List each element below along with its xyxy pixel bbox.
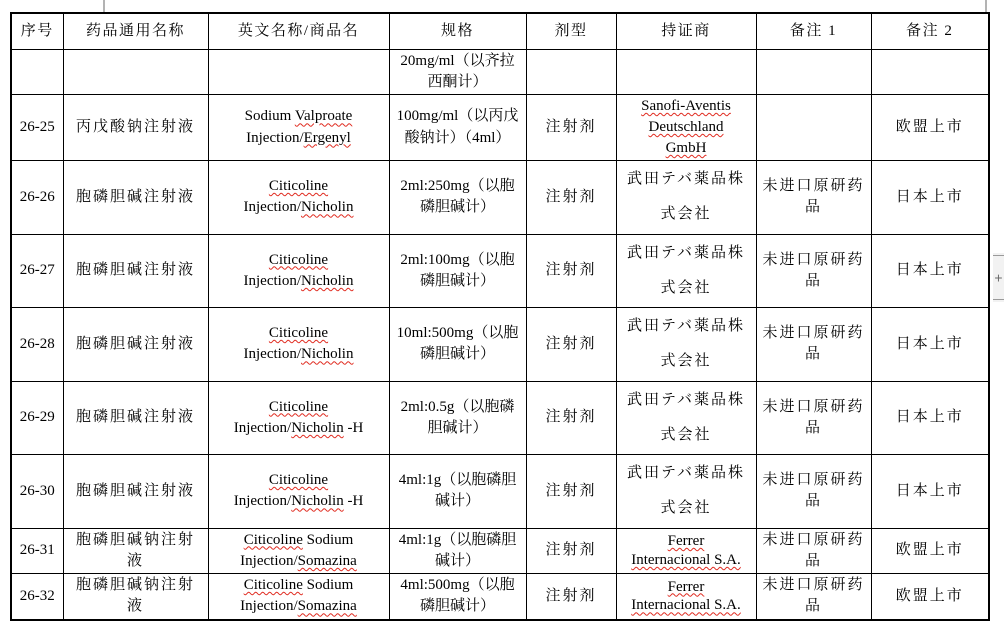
cell-note1: 未进口原研药 品 bbox=[756, 528, 871, 574]
cell-en: Citicoline Injection/Nicholin -H bbox=[208, 455, 389, 529]
cell-note2: 欧盟上市 bbox=[871, 95, 989, 161]
cell-form: 注射剂 bbox=[526, 161, 616, 235]
table-row bbox=[11, 234, 989, 308]
cell-spec: 100mg/ml（以丙戊 酸钠计）（4ml） bbox=[389, 95, 526, 161]
cell-note2: 日本上市 bbox=[871, 381, 989, 455]
cell-en: Citicoline Injection/Nicholin bbox=[208, 308, 389, 382]
cell-form: 注射剂 bbox=[526, 95, 616, 161]
cell-note2: 日本上市 bbox=[871, 308, 989, 382]
misspelled-word: Nicholin bbox=[300, 199, 354, 216]
cell-holder: 武田テバ薬品株 式会社 bbox=[616, 161, 756, 235]
cell-holder: 武田テバ薬品株 式会社 bbox=[616, 381, 756, 455]
table-head bbox=[11, 13, 989, 49]
misspelled-word: Internacional S.A. bbox=[631, 551, 741, 568]
cell-note2: 日本上市 bbox=[871, 455, 989, 529]
cell-note1 bbox=[756, 49, 871, 95]
cell-no: 26-27 bbox=[11, 234, 63, 308]
table-body bbox=[11, 49, 989, 620]
cell-holder bbox=[616, 528, 756, 574]
cell-spec: 2ml:250mg（以胞 磷胆碱计） bbox=[389, 161, 526, 235]
cell-no: 26-30 bbox=[11, 455, 63, 529]
cell-form: 注射剂 bbox=[526, 455, 616, 529]
column-header-en: 英文名称/商品名 bbox=[208, 13, 389, 49]
misspelled-word: Ergenyl bbox=[303, 129, 351, 146]
ruler-tick-left bbox=[103, 0, 105, 12]
misspelled-word: Citicoline bbox=[268, 178, 329, 195]
cell-no: 26-26 bbox=[11, 161, 63, 235]
misspelled-word: GmbH bbox=[665, 140, 707, 157]
cell-holder bbox=[616, 95, 756, 161]
misspelled-word: Ferrer bbox=[667, 578, 705, 595]
cell-note1: 未进口原研药 品 bbox=[756, 161, 871, 235]
table-row bbox=[11, 528, 989, 574]
header-row bbox=[11, 13, 989, 49]
table-row bbox=[11, 95, 989, 161]
plus-icon[interactable]: + bbox=[994, 268, 1003, 285]
cell-spec: 10ml:500mg（以胞 磷胆碱计） bbox=[389, 308, 526, 382]
cell-note1: 未进口原研药 品 bbox=[756, 308, 871, 382]
column-header-form: 剂型 bbox=[526, 13, 616, 49]
column-header-note1: 备注 1 bbox=[756, 13, 871, 49]
table-row bbox=[11, 455, 989, 529]
misspelled-word: Citicoline bbox=[268, 398, 329, 415]
misspelled-word: Nicholin bbox=[300, 272, 354, 289]
cell-form: 注射剂 bbox=[526, 528, 616, 574]
misspelled-word: Nicholin bbox=[291, 419, 344, 436]
cell-spec: 2ml:100mg（以胞 磷胆碱计） bbox=[389, 234, 526, 308]
table-row bbox=[11, 574, 989, 620]
cell-no bbox=[11, 49, 63, 95]
column-header-name: 药品通用名称 bbox=[63, 13, 208, 49]
cell-name: 胞磷胆碱钠注射 液 bbox=[63, 574, 208, 620]
cell-name: 胞磷胆碱注射液 bbox=[63, 381, 208, 455]
cell-name: 胞磷胆碱钠注射 液 bbox=[63, 528, 208, 574]
cell-note1: 未进口原研药 品 bbox=[756, 574, 871, 620]
cell-en: Citicoline Sodium Injection/Somazina bbox=[208, 574, 389, 620]
cell-holder bbox=[616, 49, 756, 95]
column-header-note2: 备注 2 bbox=[871, 13, 989, 49]
misspelled-word: Somazina bbox=[297, 598, 357, 615]
cell-name: 胞磷胆碱注射液 bbox=[63, 308, 208, 382]
cell-en bbox=[208, 49, 389, 95]
cell-en: Citicoline Injection/Nicholin bbox=[208, 161, 389, 235]
misspelled-word: Ferrer bbox=[667, 533, 705, 550]
cell-form bbox=[526, 49, 616, 95]
misspelled-word: Citicoline bbox=[268, 325, 329, 342]
cell-no: 26-31 bbox=[11, 528, 63, 574]
reference-drug-table bbox=[10, 12, 990, 621]
cell-name: 胞磷胆碱注射液 bbox=[63, 161, 208, 235]
cell-holder bbox=[616, 574, 756, 620]
cell-spec: 4ml:1g（以胞磷胆 碱计） bbox=[389, 528, 526, 574]
misspelled-word: Somazina bbox=[297, 552, 357, 569]
cell-spec: 20mg/ml（以齐拉 西酮计） bbox=[389, 49, 526, 95]
misspelled-word: Internacional S.A. bbox=[631, 597, 741, 614]
cell-holder: 武田テバ薬品株 式会社 bbox=[616, 308, 756, 382]
cell-no: 26-28 bbox=[11, 308, 63, 382]
cell-form: 注射剂 bbox=[526, 381, 616, 455]
column-header-holder: 持证商 bbox=[616, 13, 756, 49]
cell-en: Citicoline Injection/Nicholin bbox=[208, 234, 389, 308]
cell-name bbox=[63, 49, 208, 95]
misspelled-word: Citicoline bbox=[243, 577, 303, 594]
misspelled-word: Valproate bbox=[294, 108, 353, 125]
cell-form: 注射剂 bbox=[526, 234, 616, 308]
cell-name: 胞磷胆碱注射液 bbox=[63, 455, 208, 529]
cell-note1: 未进口原研药 品 bbox=[756, 455, 871, 529]
cell-no: 26-29 bbox=[11, 381, 63, 455]
cell-holder: 武田テバ薬品株 式会社 bbox=[616, 455, 756, 529]
cell-holder: 武田テバ薬品株 式会社 bbox=[616, 234, 756, 308]
widget-divider-bottom bbox=[993, 299, 1004, 300]
cell-spec: 4ml:1g（以胞磷胆 碱计） bbox=[389, 455, 526, 529]
column-header-spec: 规格 bbox=[389, 13, 526, 49]
table-row bbox=[11, 161, 989, 235]
cell-note2: 日本上市 bbox=[871, 161, 989, 235]
cell-note2 bbox=[871, 49, 989, 95]
table-row bbox=[11, 381, 989, 455]
misspelled-word: Citicoline bbox=[268, 251, 329, 268]
cell-en: Citicoline Injection/Nicholin -H bbox=[208, 381, 389, 455]
cell-spec: 2ml:0.5g（以胞磷 胆碱计） bbox=[389, 381, 526, 455]
table-row bbox=[11, 308, 989, 382]
misspelled-word: Citicoline bbox=[243, 531, 303, 548]
cell-form: 注射剂 bbox=[526, 574, 616, 620]
cell-name: 胞磷胆碱注射液 bbox=[63, 234, 208, 308]
cell-note1: 未进口原研药 品 bbox=[756, 381, 871, 455]
column-header-no: 序号 bbox=[11, 13, 63, 49]
cell-form: 注射剂 bbox=[526, 308, 616, 382]
cell-note2: 日本上市 bbox=[871, 234, 989, 308]
cell-spec: 4ml:500mg（以胞 磷胆碱计） bbox=[389, 574, 526, 620]
ruler-tick-right bbox=[985, 0, 987, 12]
cell-note1: 未进口原研药 品 bbox=[756, 234, 871, 308]
cell-no: 26-25 bbox=[11, 95, 63, 161]
cell-no: 26-32 bbox=[11, 574, 63, 620]
widget-divider-top bbox=[993, 255, 1004, 256]
cell-note2: 欧盟上市 bbox=[871, 528, 989, 574]
scrollbar-zoom-widget[interactable] bbox=[993, 253, 1004, 302]
cell-name: 丙戊酸钠注射液 bbox=[63, 95, 208, 161]
cell-en: Citicoline Sodium Injection/Somazina bbox=[208, 528, 389, 574]
cell-note2: 欧盟上市 bbox=[871, 574, 989, 620]
cell-note1 bbox=[756, 95, 871, 161]
cell-en: Sodium Valproate Injection/Ergenyl bbox=[208, 95, 389, 161]
misspelled-word: Sanofi-Aventis bbox=[641, 98, 731, 115]
table-row bbox=[11, 49, 989, 95]
misspelled-word: Nicholin bbox=[300, 346, 354, 363]
misspelled-word: Deutschland bbox=[648, 119, 724, 136]
misspelled-word: Citicoline bbox=[268, 472, 329, 489]
misspelled-word: Nicholin bbox=[291, 493, 344, 510]
